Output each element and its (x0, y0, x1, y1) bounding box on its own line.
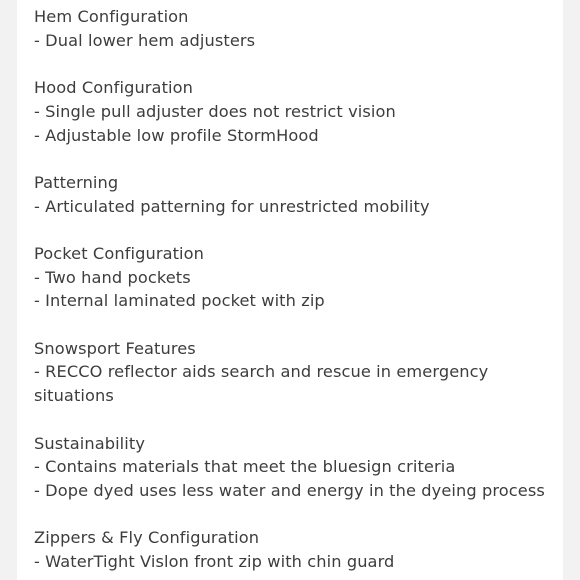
feature-item: - Internal laminated pocket with zip (34, 291, 325, 311)
section-snowsport-features (34, 337, 559, 408)
section-pocket-configuration (34, 242, 559, 313)
section-title: Patterning (34, 172, 119, 192)
feature-item: - Dual lower hem adjusters (34, 30, 256, 50)
feature-item: - Articulated patterning for unrestricted mobility (34, 196, 430, 216)
section-title: Sustainability (34, 433, 146, 453)
section-hood-configuration (34, 76, 559, 147)
section-title: Hem Configuration (34, 7, 189, 26)
feature-item: - Dope dyed uses less water and energy in the dyeing process (34, 480, 545, 500)
feature-item: - WaterTight Vislon front zip with chin guard (34, 552, 395, 572)
feature-item: - Contains materials that meet the bluesign criteria (34, 457, 456, 477)
section-hem-configuration (34, 5, 559, 52)
section-title: Snowsport Features (34, 338, 196, 358)
feature-item: - RECCO reflector aids search and rescue in emergency (34, 362, 489, 382)
feature-item: - Single pull adjuster does not restrict vision (34, 101, 396, 121)
section-sustainability (34, 432, 559, 503)
section-title: Pocket Configuration (34, 243, 205, 263)
section-title: Hood Configuration (34, 78, 193, 98)
description-card (17, 0, 563, 580)
feature-item: - Two hand pockets (34, 267, 191, 287)
section-zippers-fly-configuration (34, 526, 559, 573)
section-title: Zippers & Fly Configuration (34, 528, 260, 548)
feature-item-continuation: situations (34, 386, 114, 406)
section-patterning (34, 171, 559, 218)
product-feature-list (34, 5, 559, 580)
feature-item: - Adjustable low profile StormHood (34, 125, 319, 145)
